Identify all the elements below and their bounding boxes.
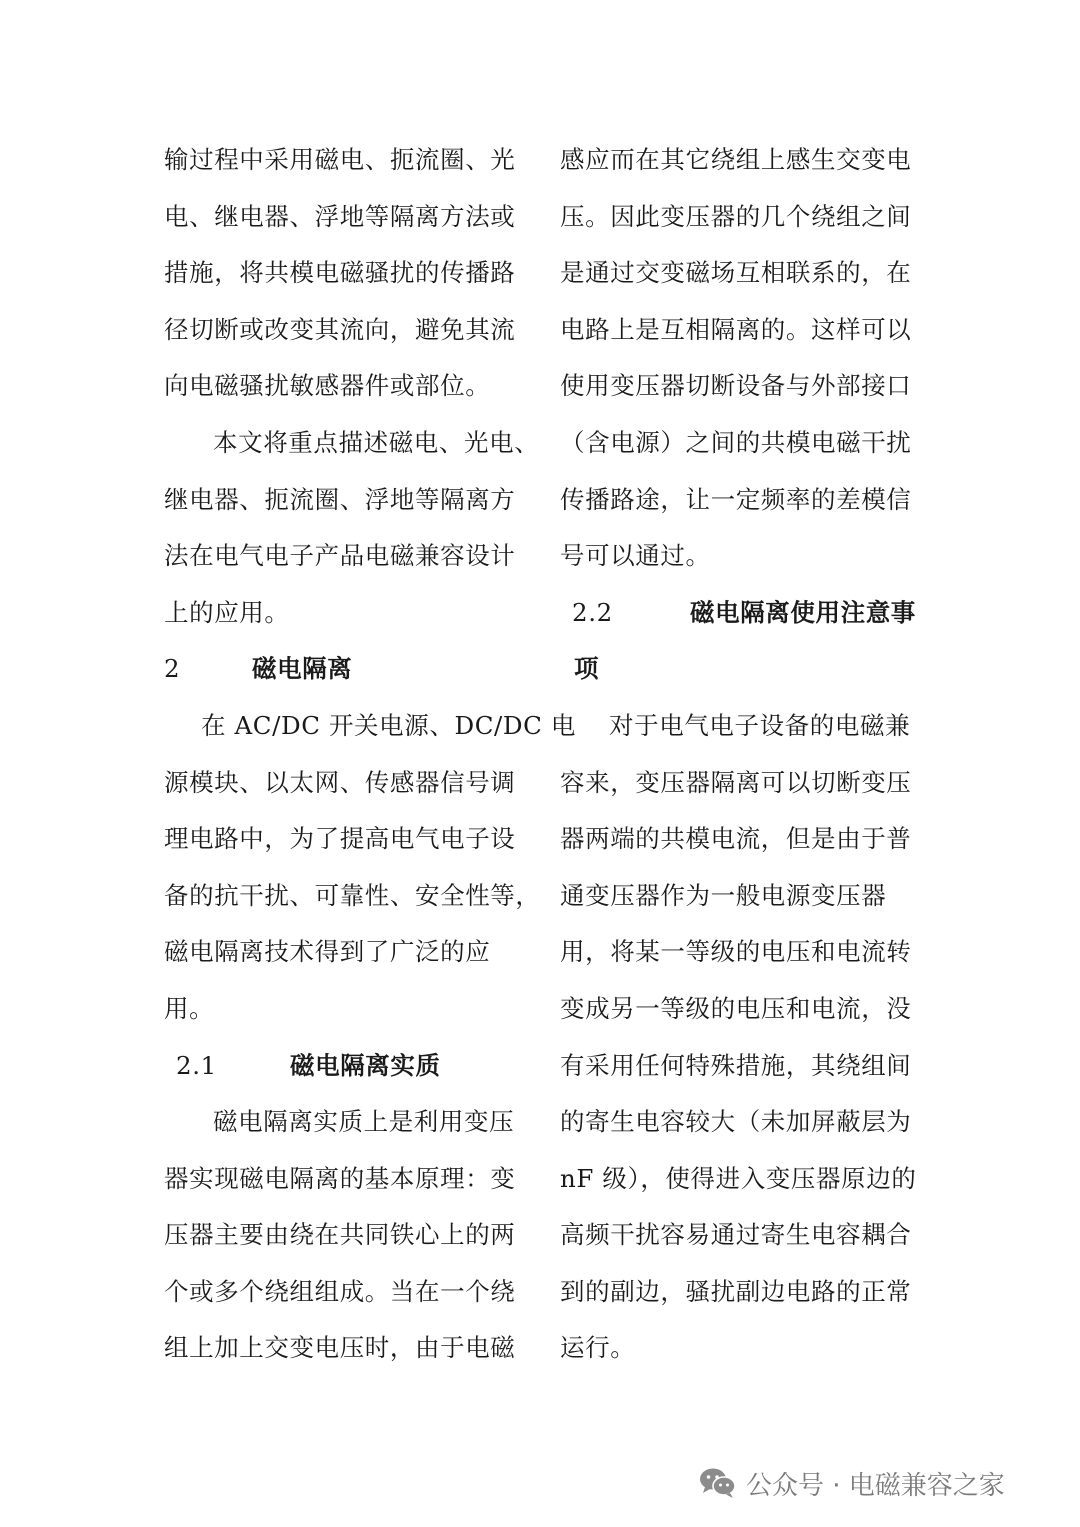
paragraph-line: 电、继电器、浮地等隔离方法或 xyxy=(164,201,516,231)
paragraph-line: 源模块、以太网、传感器信号调 xyxy=(164,767,516,797)
paragraph-line: （含电源）之间的共模电磁干扰 xyxy=(560,427,912,457)
paragraph-line: 个或多个绕组组成。当在一个绕 xyxy=(164,1276,516,1306)
paragraph-line: 号可以通过。 xyxy=(560,541,711,571)
paragraph-line: 传播路途，让一定频率的差模信 xyxy=(560,484,912,514)
paragraph-line: 理电路中，为了提高电气电子设 xyxy=(164,824,516,854)
paragraph-line: 法在电气电子产品电磁兼容设计 xyxy=(164,541,516,571)
section-heading-2-1 xyxy=(164,1038,524,1095)
paragraph-line: 到的副边，骚扰副边电路的正常 xyxy=(560,1276,912,1306)
section-title: 磁电隔离实质 xyxy=(290,1050,441,1080)
paragraph-line: 通变压器作为一般电源变压器 xyxy=(560,880,887,910)
paragraph-line: 器两端的共模电流，但是由于普 xyxy=(560,824,912,854)
paragraph-line: 器实现磁电隔离的基本原理：变 xyxy=(164,1163,516,1193)
paragraph-line: 感应而在其它绕组上感生交变电 xyxy=(560,145,912,174)
section-title: 磁电隔离 xyxy=(252,654,353,684)
paragraph-line: 输过程中采用磁电、扼流圈、光 xyxy=(164,145,516,174)
paragraph-line: 磁电隔离技术得到了广泛的应 xyxy=(164,937,491,967)
paragraph-line: 上的应用。 xyxy=(164,597,290,627)
paragraph-line: 本文将重点描述磁电、光电、 xyxy=(213,427,540,457)
right-column xyxy=(560,132,920,1377)
paragraph-line: 对于电气电子设备的电磁兼 xyxy=(609,710,911,740)
wechat-icon xyxy=(698,1466,738,1500)
section-heading-2-2 xyxy=(560,585,920,642)
paragraph-line: 运行。 xyxy=(560,1333,636,1363)
section-title-continued: 项 xyxy=(574,654,600,684)
paragraph-line: 压。因此变压器的几个绕组之间 xyxy=(560,201,912,231)
section-number: 2.1 xyxy=(176,1050,217,1080)
paragraph-line: 措施，将共模电磁骚扰的传播路 xyxy=(164,258,516,288)
left-column xyxy=(164,132,576,1377)
paragraph-line: 继电器、扼流圈、浮地等隔离方 xyxy=(164,484,516,514)
paragraph-line: 组上加上交变电压时，由于电磁 xyxy=(164,1333,516,1363)
paragraph-line: 在 AC/DC 开关电源、DC/DC 电 xyxy=(201,710,576,740)
paragraph-line: 用，将某一等级的电压和电流转 xyxy=(560,937,912,967)
section-title: 磁电隔离使用注意事 xyxy=(690,597,916,627)
watermark xyxy=(698,1455,1005,1511)
section-heading-2 xyxy=(164,641,524,698)
paragraph-line: 向电磁骚扰敏感器件或部位。 xyxy=(164,371,491,401)
paragraph-line: 有采用任何特殊措施，其绕组间 xyxy=(560,1050,912,1080)
paragraph-line: 的寄生电容较大（未加屏蔽层为 xyxy=(560,1107,912,1137)
paragraph-line: 容来，变压器隔离可以切断变压 xyxy=(560,767,912,797)
paragraph-line: 用。 xyxy=(164,993,215,1023)
paragraph-line: 备的抗干扰、可靠性、安全性等， xyxy=(164,880,541,910)
paragraph-line: 高频干扰容易通过寄生电容耦合 xyxy=(560,1220,912,1250)
watermark-text: 公众号 · 电磁兼容之家 xyxy=(746,1470,1005,1501)
paragraph-line: 磁电隔离实质上是利用变压 xyxy=(213,1107,515,1137)
paragraph-line: 变成另一等级的电压和电流，没 xyxy=(560,993,912,1023)
paragraph-line: 压器主要由绕在共同铁心上的两 xyxy=(164,1220,516,1250)
section-number: 2 xyxy=(164,654,181,684)
paragraph-line: 是通过交变磁场互相联系的，在 xyxy=(560,258,912,288)
paragraph-line: nF 级），使得进入变压器原边的 xyxy=(560,1163,917,1193)
paragraph-line: 电路上是互相隔离的。这样可以 xyxy=(560,314,912,344)
section-number: 2.2 xyxy=(572,597,613,627)
paragraph-line: 径切断或改变其流向，避免其流 xyxy=(164,314,516,344)
paragraph-line: 使用变压器切断设备与外部接口 xyxy=(560,371,912,401)
